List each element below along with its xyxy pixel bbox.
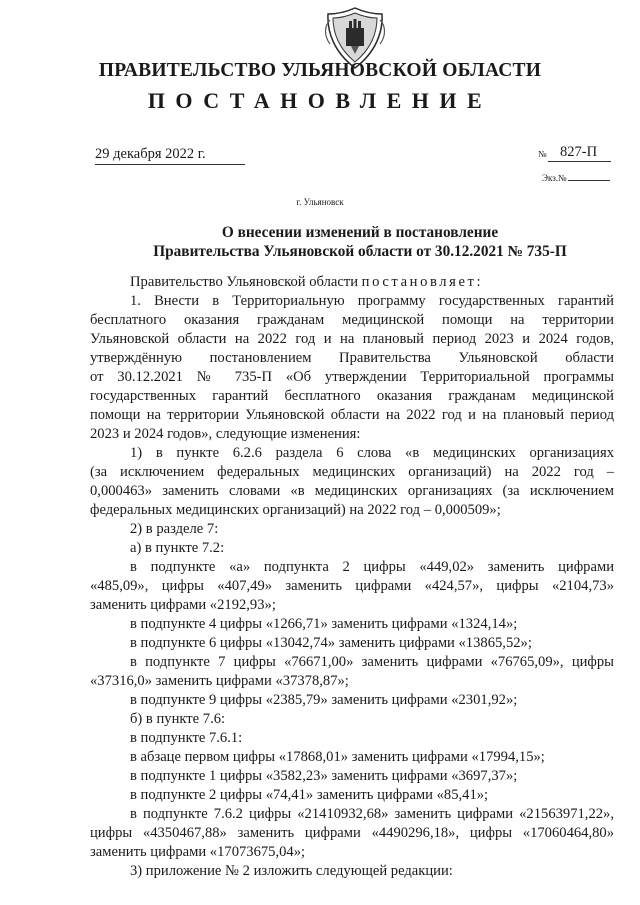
intro-spaced-word: постановляет xyxy=(361,274,477,290)
body-line: в подпункте 7.6.1: xyxy=(130,730,243,746)
body-line: 0,000463» заменить словами «в медицинских организациях (за исключением xyxy=(90,483,614,499)
copy-label: Экз.№ xyxy=(542,173,567,183)
body-line: бесплатного оказания гражданам медицинской помощи на территории xyxy=(90,312,614,328)
document-type: ПОСТАНОВЛЕНИЕ xyxy=(147,88,493,113)
government-title: ПРАВИТЕЛЬСТВО УЛЬЯНОВСКОЙ ОБЛАСТИ xyxy=(98,60,542,81)
body-line: утверждённую постановлением Правительства Ульяновской области xyxy=(90,350,614,366)
body-line: в подпункте 4 цифры «1266,71» заменить цифрами «1324,14»; xyxy=(130,616,518,632)
body-line: Ульяновской области на 2022 год и на плановый период 2023 и 2024 годов, xyxy=(90,331,614,347)
document-body xyxy=(90,273,614,881)
body-line: в подпункте 7.6.2 цифры «21410932,68» заменить цифрами «21563971,22», xyxy=(130,806,614,822)
body-line: «37316,0» заменить цифрами «37378,87»; xyxy=(90,673,349,689)
body-line: 2) в разделе 7: xyxy=(130,521,219,537)
body-line: 3) приложение № 2 изложить следующей редакции: xyxy=(130,863,453,879)
body-line: в подпункте 1 цифры «3582,23» заменить цифрами «3697,37»; xyxy=(130,768,518,784)
subject-line: Правительства Ульяновской области от 30.12.2021 № 735-П xyxy=(153,243,567,260)
body-line: помощи на территории Ульяновской области на 2022 год и на плановый период xyxy=(90,407,614,423)
body-line: (за исключением федеральных медицинских организаций) на 2022 год – xyxy=(90,464,614,480)
body-line: в подпункте 9 цифры «2385,79» заменить цифрами «2301,92»; xyxy=(130,692,518,708)
body-line: цифры «4350467,88» заменить цифрами «4490296,18», цифры «17060464,80» xyxy=(90,825,614,841)
number-label: № xyxy=(538,149,547,159)
body-line: в подпункте 6 цифры «13042,74» заменить цифрами «13865,52»; xyxy=(130,635,532,651)
body-line: в подпункте 7 цифры «76671,00» заменить цифрами «76765,09», цифры xyxy=(130,654,614,670)
body-line: 1) в пункте 6.2.6 раздела 6 слова «в медицинских организациях xyxy=(130,445,614,461)
intro-text: Правительство Ульяновской области xyxy=(130,274,362,290)
body-line: «485,09», цифры «407,49» заменить цифрами «424,57», цифры «2104,73» xyxy=(90,578,614,594)
copy-number-line xyxy=(568,180,610,181)
copy-number xyxy=(542,173,610,183)
document-subject xyxy=(40,223,640,261)
subject-line: О внесении изменений в постановление xyxy=(221,224,499,241)
body-line: заменить цифрами «17073675,04»; xyxy=(90,844,306,860)
body-line: в подпункте 2 цифры «74,41» заменить цифрами «85,41»; xyxy=(130,787,489,803)
body-line: 2023 и 2024 годов», следующие изменения: xyxy=(90,426,361,442)
body-line: заменить цифрами «2192,93»; xyxy=(90,597,276,613)
body-line: 1. Внести в Территориальную программу государственных гарантий xyxy=(130,293,614,309)
body-line: а) в пункте 7.2: xyxy=(130,540,225,556)
body-line: б) в пункте 7.6: xyxy=(130,711,226,727)
body-line: в подпункте «а» подпункта 2 цифры «449,02» заменить цифрами xyxy=(130,559,614,575)
body-line: в абзаце первом цифры «17868,01» заменить цифрами «17994,15»; xyxy=(130,749,545,765)
document-number: 827-П xyxy=(548,144,611,162)
body-line: от 30.12.2021 № 735-П «Об утверждении Территориальной программы xyxy=(90,369,614,385)
city: г. Ульяновск xyxy=(296,197,344,207)
body-line: федеральных медицинских организаций) на 2022 год – 0,000509»; xyxy=(90,502,501,518)
intro-colon: : xyxy=(476,274,481,290)
document-date: 29 декабря 2022 г. xyxy=(95,146,245,165)
intro-line xyxy=(90,273,614,292)
body-line: государственных гарантий бесплатного оказания гражданам медицинской xyxy=(90,388,614,404)
